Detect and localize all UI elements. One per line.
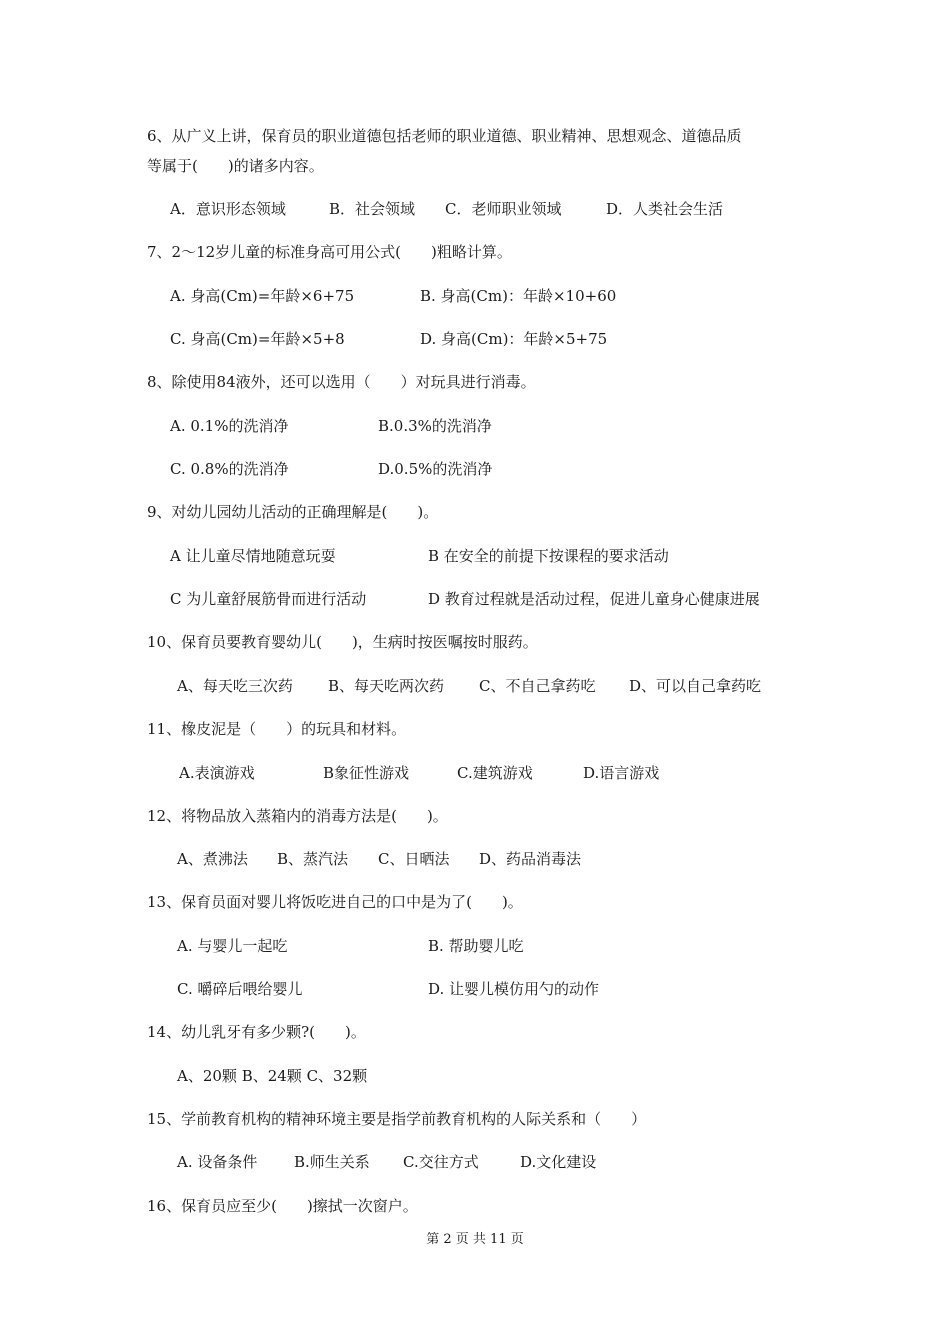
question-8-text: 8、除使用84液外，还可以选用（ ）对玩具进行消毒。 bbox=[147, 373, 536, 391]
question-12-option-b: B、蒸汽法 bbox=[277, 850, 349, 868]
question-8-option-a: A. 0.1%的洗消净 bbox=[170, 417, 289, 435]
question-8-option-c: C. 0.8%的洗消净 bbox=[170, 460, 289, 478]
page-footer: 第 2 页 共 11 页 bbox=[426, 1232, 524, 1247]
question-10-option-d: D、可以自己拿药吃 bbox=[629, 677, 762, 695]
question-6-option-c: C．老师职业领域 bbox=[445, 200, 562, 218]
question-10-option-b: B、每天吃两次药 bbox=[328, 677, 445, 695]
question-9-option-b: B 在安全的前提下按课程的要求活动 bbox=[428, 547, 669, 565]
question-13-option-d: D. 让婴儿模仿用勺的动作 bbox=[428, 980, 600, 998]
question-12-option-d: D、药品消毒法 bbox=[479, 850, 582, 868]
question-12-option-a: A、煮沸法 bbox=[177, 850, 248, 868]
question-9-text: 9、对幼儿园幼儿活动的正确理解是( )。 bbox=[147, 503, 439, 521]
question-15-option-c: C.交往方式 bbox=[403, 1153, 479, 1171]
question-6-option-b: B．社会领域 bbox=[329, 200, 416, 218]
question-10-option-a: A、每天吃三次药 bbox=[177, 677, 293, 695]
question-15-option-d: D.文化建设 bbox=[520, 1153, 597, 1171]
question-7-option-a: A. 身高(Cm)=年龄×6+75 bbox=[170, 287, 355, 305]
question-7-option-b: B. 身高(Cm)：年龄×10+60 bbox=[420, 287, 617, 305]
question-15-text: 15、学前教育机构的精神环境主要是指学前教育机构的人际关系和（ ） bbox=[147, 1110, 647, 1128]
question-12-text: 12、将物品放入蒸箱内的消毒方法是( )。 bbox=[147, 807, 448, 825]
question-6-option-d: D．人类社会生活 bbox=[606, 200, 724, 218]
question-13-option-c: C. 嚼碎后喂给婴儿 bbox=[177, 980, 303, 998]
question-9-option-d: D 教育过程就是活动过程，促进儿童身心健康进展 bbox=[428, 590, 760, 608]
question-14-text: 14、幼儿乳牙有多少颗?( )。 bbox=[147, 1023, 366, 1041]
question-11-text: 11、橡皮泥是（ ）的玩具和材料。 bbox=[147, 720, 407, 738]
question-12-option-c: C、日晒法 bbox=[378, 850, 450, 868]
question-13-option-b: B. 帮助婴儿吃 bbox=[428, 937, 524, 955]
question-11-option-b: B象征性游戏 bbox=[323, 764, 410, 782]
question-15-option-b: B.师生关系 bbox=[294, 1153, 370, 1171]
question-9-option-a: A 让儿童尽情地随意玩耍 bbox=[170, 547, 336, 565]
question-15-option-a: A. 设备条件 bbox=[177, 1153, 258, 1171]
question-6-text-cont: 等属于( )的诸多内容。 bbox=[147, 157, 324, 175]
question-6-option-a: A．意识形态领域 bbox=[170, 200, 286, 218]
question-10-text: 10、保育员要教育婴幼儿( )，生病时按医嘱按时服药。 bbox=[147, 633, 538, 651]
question-8-option-b: B.0.3%的洗消净 bbox=[378, 417, 492, 435]
question-16-text: 16、保育员应至少( )擦拭一次窗户。 bbox=[147, 1197, 418, 1215]
question-7-option-d: D. 身高(Cm)：年龄×5+75 bbox=[420, 330, 608, 348]
question-7-text: 7、2～12岁儿童的标准身高可用公式( )粗略计算。 bbox=[147, 243, 512, 261]
question-10-option-c: C、不自己拿药吃 bbox=[479, 677, 596, 695]
question-11-option-c: C.建筑游戏 bbox=[457, 764, 533, 782]
question-8-option-d: D.0.5%的洗消净 bbox=[378, 460, 493, 478]
question-14-options: A、20颗 B、24颗 C、32颗 bbox=[177, 1067, 368, 1085]
question-6-text: 6、从广义上讲，保育员的职业道德包括老师的职业道德、职业精神、思想观念、道德品质 bbox=[147, 127, 742, 145]
question-13-option-a: A. 与婴儿一起吃 bbox=[177, 937, 288, 955]
question-13-text: 13、保育员面对婴儿将饭吃进自己的口中是为了( )。 bbox=[147, 893, 523, 911]
question-7-option-c: C. 身高(Cm)=年龄×5+8 bbox=[170, 330, 345, 348]
question-11-option-d: D.语言游戏 bbox=[583, 764, 660, 782]
question-9-option-c: C 为儿童舒展筋骨而进行活动 bbox=[170, 590, 367, 608]
question-11-option-a: A.表演游戏 bbox=[179, 764, 255, 782]
